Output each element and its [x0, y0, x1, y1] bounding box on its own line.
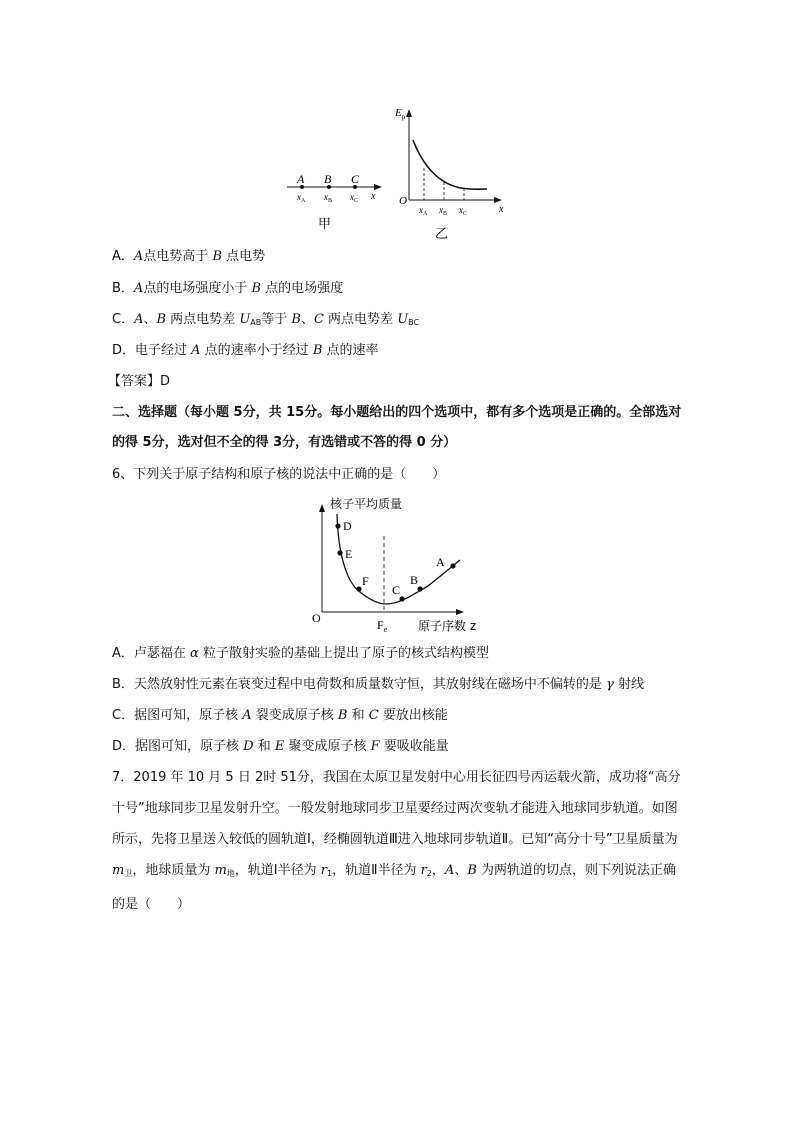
option-q6-c: C．据图可知，原子核 A 裂变成原子核 B 和 C 要放出核能 [112, 708, 448, 723]
question-7-stem: 7．2019 年 10 月 5 日 2时 51分，我国在太原卫星发射中心用长征四号丙运载火箭，成功将“高分十号”地球同步卫星发射升空。一般发射地球同步卫星要经过两次变轨才能进入地球同步轨道。如图所示，先将卫星送入较低的圆轨道Ⅰ，经椭圆轨道Ⅲ进入地球同步轨道Ⅱ。已知“高分十号”卫星质量为 $m_卫$，地球质量为 $m_地$，轨道Ⅰ半径为 $r_1$，轨道Ⅱ半径为 $r_2$，A、B 为两轨道的切点，则下列说法正确的是（ ） [112, 770, 681, 912]
y-axis-arrow [319, 504, 325, 512]
option-q6-b: B．天然放射性元素在衰变过程中电荷数和质量数守恒，其放射线在磁场中不偏转的是 γ 射线 [112, 677, 644, 692]
x-axis-arrow [456, 609, 464, 615]
point-b-dot [417, 586, 422, 591]
figure-binding-curve [310, 492, 490, 638]
point-e-label: E [345, 547, 353, 561]
point-f-label: F [362, 574, 369, 588]
answer-label: 【答案】D [108, 374, 171, 389]
figure-caption-yi: 乙 [435, 227, 449, 242]
axis-x-label: x [371, 191, 376, 202]
tick-xb: $x_B$ [324, 192, 333, 204]
tick-xb: $x_B$ [439, 205, 448, 217]
section-heading: 二、选择题（每小题 5分，共 15分。每小题给出的四个选项中，都有多个选项是正确的。全部选对的得 5分，选对但不全的得 3分，有选错或不答的得 0 分） [112, 405, 682, 450]
y-axis-label: 核子平均质量 [330, 497, 403, 511]
point-a-dot [450, 563, 455, 568]
tick-xc: $x_C$ [459, 205, 468, 217]
point-c-label: C [351, 172, 360, 186]
x-axis-arrow [374, 184, 382, 190]
point-d-dot [335, 523, 340, 528]
option-q5-b: B．A点的电场强度小于 B 点的电场强度 [112, 281, 344, 296]
x-axis-arrow [494, 197, 502, 203]
tick-xc: $x_C$ [350, 192, 359, 204]
figure-caption-jia: 甲 [318, 217, 332, 232]
figure-jia [285, 170, 385, 240]
tick-xa: $x_A$ [297, 192, 306, 204]
origin-label: O [312, 611, 321, 625]
tick-xa: $x_A$ [419, 205, 428, 217]
point-b-label: B [324, 172, 332, 186]
point-c-label: C [392, 583, 401, 597]
origin-label: O [399, 195, 407, 207]
point-f-dot [356, 586, 361, 591]
option-q5-a: A．A点电势高于 B 点电势 [112, 249, 266, 264]
figure-yi [395, 100, 515, 245]
point-a-label: A [436, 555, 445, 569]
fe-label: $F_e$ [377, 618, 388, 634]
x-axis-label: 原子序数 z [418, 619, 477, 633]
point-c-dot [399, 596, 404, 601]
point-e-dot [337, 550, 342, 555]
option-q5-c: C．A、B 两点电势差 $U_{AB}$等于 B、C 两点电势差 $U_{BC}$ [112, 312, 420, 327]
point-d-label: D [343, 519, 352, 533]
point-b-label: B [410, 573, 419, 587]
potential-energy-curve [413, 140, 487, 189]
point-a-label: A [297, 172, 305, 186]
y-axis-arrow [406, 109, 412, 117]
option-q5-d: D．电子经过 A 点的速率小于经过 B 点的速率 [112, 343, 379, 358]
question-6-stem: 6、下列关于原子结构和原子核的说法中正确的是（ ） [112, 467, 446, 482]
option-q6-a: A．卢瑟福在 α 粒子散射实验的基础上提出了原子的核式结构模型 [112, 646, 489, 661]
x-axis-label: x [499, 204, 504, 215]
option-q6-d: D．据图可知，原子核 D 和 E 聚变成原子核 F 要吸收能量 [112, 739, 449, 754]
y-axis-label: $E_p$ [395, 107, 406, 121]
